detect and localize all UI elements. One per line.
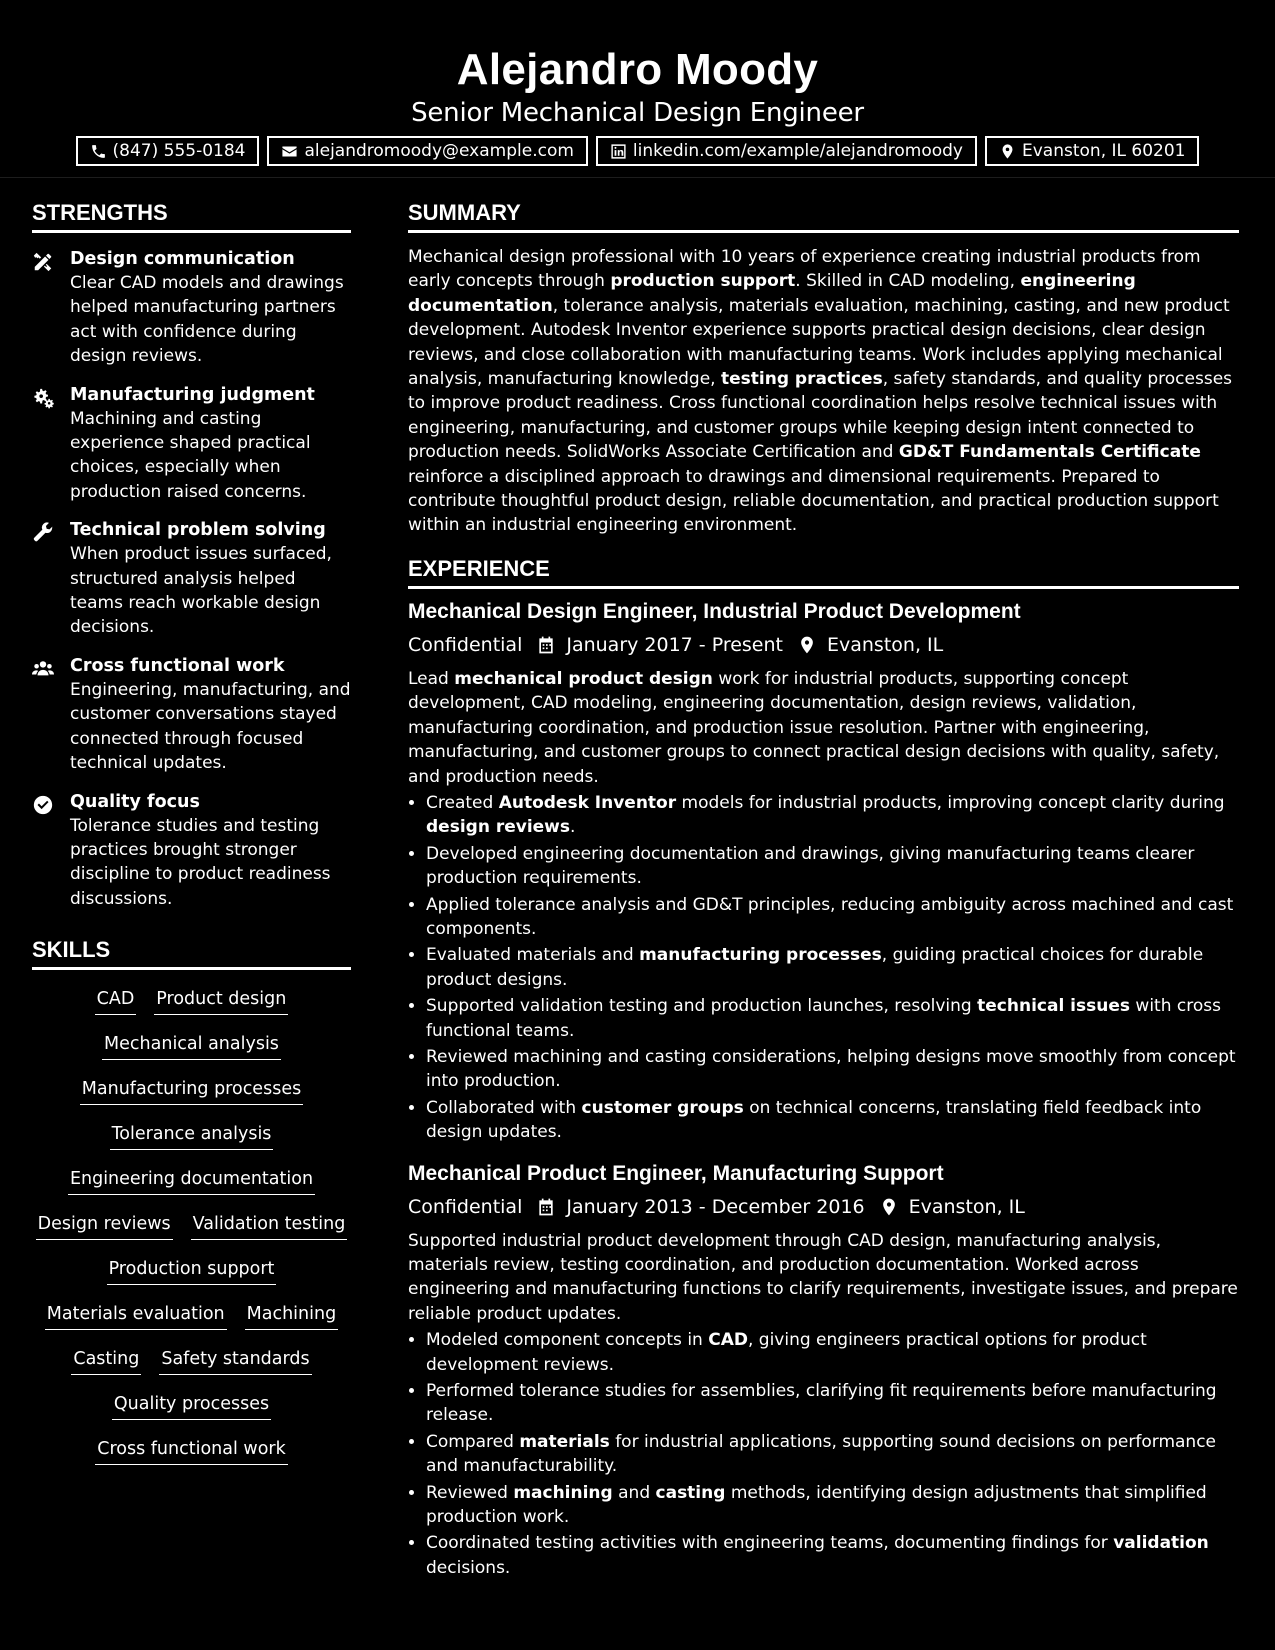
job-company: Confidential (408, 633, 523, 656)
strength-title: Design communication (70, 249, 295, 269)
job-bullet: • Modeled component concepts in CAD, giving engineers practical options for product development reviews. (426, 1328, 1239, 1377)
candidate-title: Senior Mechanical Design Engineer (411, 98, 864, 128)
contact-item[interactable] (985, 136, 1199, 166)
contact-item[interactable] (267, 136, 587, 166)
job-title: Mechanical Design Engineer, Industrial Product Development (408, 599, 1021, 623)
contact-bar (0, 136, 1275, 166)
summary-heading: SUMMARY (408, 196, 1239, 233)
strength-description: When product issues surfaced, structured analysis helped teams reach workable design decisions. (70, 544, 332, 638)
skill-tag: Engineering documentation (68, 1166, 315, 1195)
job-meta (408, 1189, 1239, 1225)
job-meta (408, 627, 1239, 663)
skill-row (32, 1166, 351, 1211)
job-bullet: • Evaluated materials and manufacturing processes, guiding practical choices for durable product designs. (426, 943, 1239, 992)
skill-row (32, 1346, 351, 1391)
contact-text: Evanston, IL 60201 (1022, 141, 1186, 161)
skill-tag: Cross functional work (95, 1436, 288, 1465)
skills-heading: SKILLS (32, 933, 351, 970)
strength-item (32, 247, 351, 369)
candidate-name: Alejandro Moody (456, 45, 819, 94)
strength-description: Tolerance studies and testing practices brought stronger discipline to product readiness discussions. (70, 815, 331, 909)
job-bullet: • Compared materials for industrial applications, supporting sound decisions on performance and manufacturability. (426, 1430, 1239, 1479)
strength-item (32, 790, 351, 912)
skill-tag: Tolerance analysis (110, 1121, 274, 1150)
skill-tag: Machining (245, 1301, 339, 1330)
job-company: Confidential (408, 1195, 523, 1218)
skills-list (32, 970, 351, 1481)
strength-title: Technical problem solving (70, 520, 326, 541)
job-bullet: • Reviewed machining and casting methods, identifying design adjustments that simplified production work. (426, 1481, 1239, 1530)
job-bullet: • Created Autodesk Inventor models for industrial products, improving concept clarity during design reviews. (426, 791, 1239, 840)
summary-text: Mechanical design professional with 10 years of experience creating industrial products from early concepts through production support. Skilled in CAD modeling, engineering documentation, tolerance analysis, materials evaluation, machining, casting, and new product development. Autodesk Inventor experience supports practical design decisions, clear design reviews, and close collaboration with manufacturing teams. Work includes applying mechanical analysis, manufacturing knowledge, testing practices, safety standards, and quality processes to improve product readiness. Cross functional coordination helps resolve technical issues with engineering, manufacturing, and customer groups while keeping design intent connected to production needs. SolidWorks Associate Certification and GD&T Fundamentals Certificate reinforce a disciplined approach to drawings and dimensional requirements. Prepared to contribute thoughtful product design, reliable documentation, and practical production support within an industrial engineering environment. (408, 247, 1233, 536)
skill-row (32, 986, 351, 1031)
users-icon (32, 654, 56, 776)
pencil-ruler-icon (32, 247, 56, 369)
strength-title: Cross functional work (70, 655, 285, 676)
skill-tag: Manufacturing processes (80, 1076, 303, 1105)
resume-header (0, 0, 1275, 178)
wrench-icon (32, 518, 56, 640)
map-pin-icon (783, 635, 827, 655)
map-pin-icon (865, 1197, 909, 1217)
job-description: Supported industrial product development through CAD design, manufacturing analysis, materials review, testing coordination, and production documentation. Worked across engineering and manufacturing functions to clarify requirements, investigate issues, and prepare reliable product updates. (408, 1230, 1238, 1324)
job-bullet: • Coordinated testing activities with engineering teams, documenting findings for validation decisions. (426, 1531, 1239, 1580)
skill-row (32, 1211, 351, 1256)
skill-row (32, 1121, 351, 1166)
strength-description: Engineering, manufacturing, and customer conversations stayed connected through focused technical updates. (70, 679, 351, 774)
experience-heading: EXPERIENCE (408, 552, 1239, 589)
job-bullet: • Collaborated with customer groups on technical concerns, translating field feedback into design updates. (426, 1096, 1239, 1145)
gears-icon (32, 383, 56, 505)
calendar-icon (522, 1197, 566, 1217)
envelope-icon (281, 143, 298, 160)
job-bullets (408, 791, 1239, 1145)
check-circle-icon (32, 790, 56, 912)
map-pin-icon (999, 143, 1016, 160)
skill-tag: CAD (95, 986, 137, 1015)
skill-tag: Materials evaluation (45, 1301, 227, 1330)
phone-icon (90, 143, 107, 160)
strengths-heading: STRENGTHS (32, 196, 351, 233)
strength-item (32, 654, 351, 776)
job-location: Evanston, IL (908, 1195, 1025, 1218)
skill-tag: Validation testing (191, 1211, 348, 1240)
skill-tag: Product design (154, 986, 288, 1015)
job-dates: January 2013 - December 2016 (566, 1195, 865, 1218)
skill-row (32, 1076, 351, 1121)
right-column (408, 196, 1239, 1582)
skill-row (32, 1256, 351, 1301)
skill-tag: Mechanical analysis (102, 1031, 281, 1060)
calendar-icon (522, 635, 566, 655)
strength-title: Manufacturing judgment (70, 384, 315, 405)
skill-tag: Casting (71, 1346, 141, 1375)
skill-tag: Quality processes (112, 1391, 271, 1420)
experience-list (408, 597, 1239, 1580)
strengths-list (32, 247, 351, 911)
job-bullet: • Supported validation testing and production launches, resolving technical issues with cross functional teams. (426, 994, 1239, 1043)
job-bullet: • Developed engineering documentation and drawings, giving manufacturing teams clearer production requirements. (426, 842, 1239, 891)
job-title: Mechanical Product Engineer, Manufacturing Support (408, 1161, 944, 1185)
strength-title: Quality focus (70, 791, 200, 812)
skill-row (32, 1391, 351, 1436)
strength-description: Machining and casting experience shaped practical choices, especially when production raised concerns. (70, 408, 311, 502)
job-bullet: • Reviewed machining and casting considerations, helping designs move smoothly from concept into production. (426, 1045, 1239, 1094)
job-description: Lead mechanical product design work for industrial products, supporting concept development, CAD modeling, engineering documentation, design reviews, validation, manufacturing coordination, and production issue resolution. Partner with engineering, manufacturing, and customer groups to connect practical design decisions with quality, safety, and production needs. (408, 668, 1220, 787)
left-column (32, 196, 351, 1481)
strength-description: Clear CAD models and drawings helped manufacturing partners act with confidence during design reviews. (70, 273, 344, 367)
contact-text: linkedin.com/example/alejandromoody (632, 141, 963, 161)
skill-row (32, 1031, 351, 1076)
job-bullet: • Performed tolerance studies for assemblies, clarifying fit requirements before manufacturing release. (426, 1379, 1239, 1428)
skill-row (32, 1301, 351, 1346)
job-entry (408, 597, 1239, 1145)
contact-item[interactable] (76, 136, 260, 166)
strength-item (32, 518, 351, 640)
skill-tag: Production support (107, 1256, 277, 1285)
job-dates: January 2017 - Present (566, 633, 783, 656)
job-bullets (408, 1328, 1239, 1580)
job-location: Evanston, IL (827, 633, 944, 656)
contact-text: alejandromoody@example.com (304, 141, 574, 161)
linkedin-icon (610, 143, 627, 160)
job-bullet: • Applied tolerance analysis and GD&T principles, reducing ambiguity across machined and cast components. (426, 893, 1239, 942)
job-entry (408, 1159, 1239, 1581)
contact-item[interactable] (596, 136, 977, 166)
skill-row (32, 1436, 351, 1481)
contact-text: (847) 555-0184 (112, 141, 246, 161)
skill-tag: Safety standards (159, 1346, 311, 1375)
strength-item (32, 383, 351, 505)
skill-tag: Design reviews (36, 1211, 173, 1240)
